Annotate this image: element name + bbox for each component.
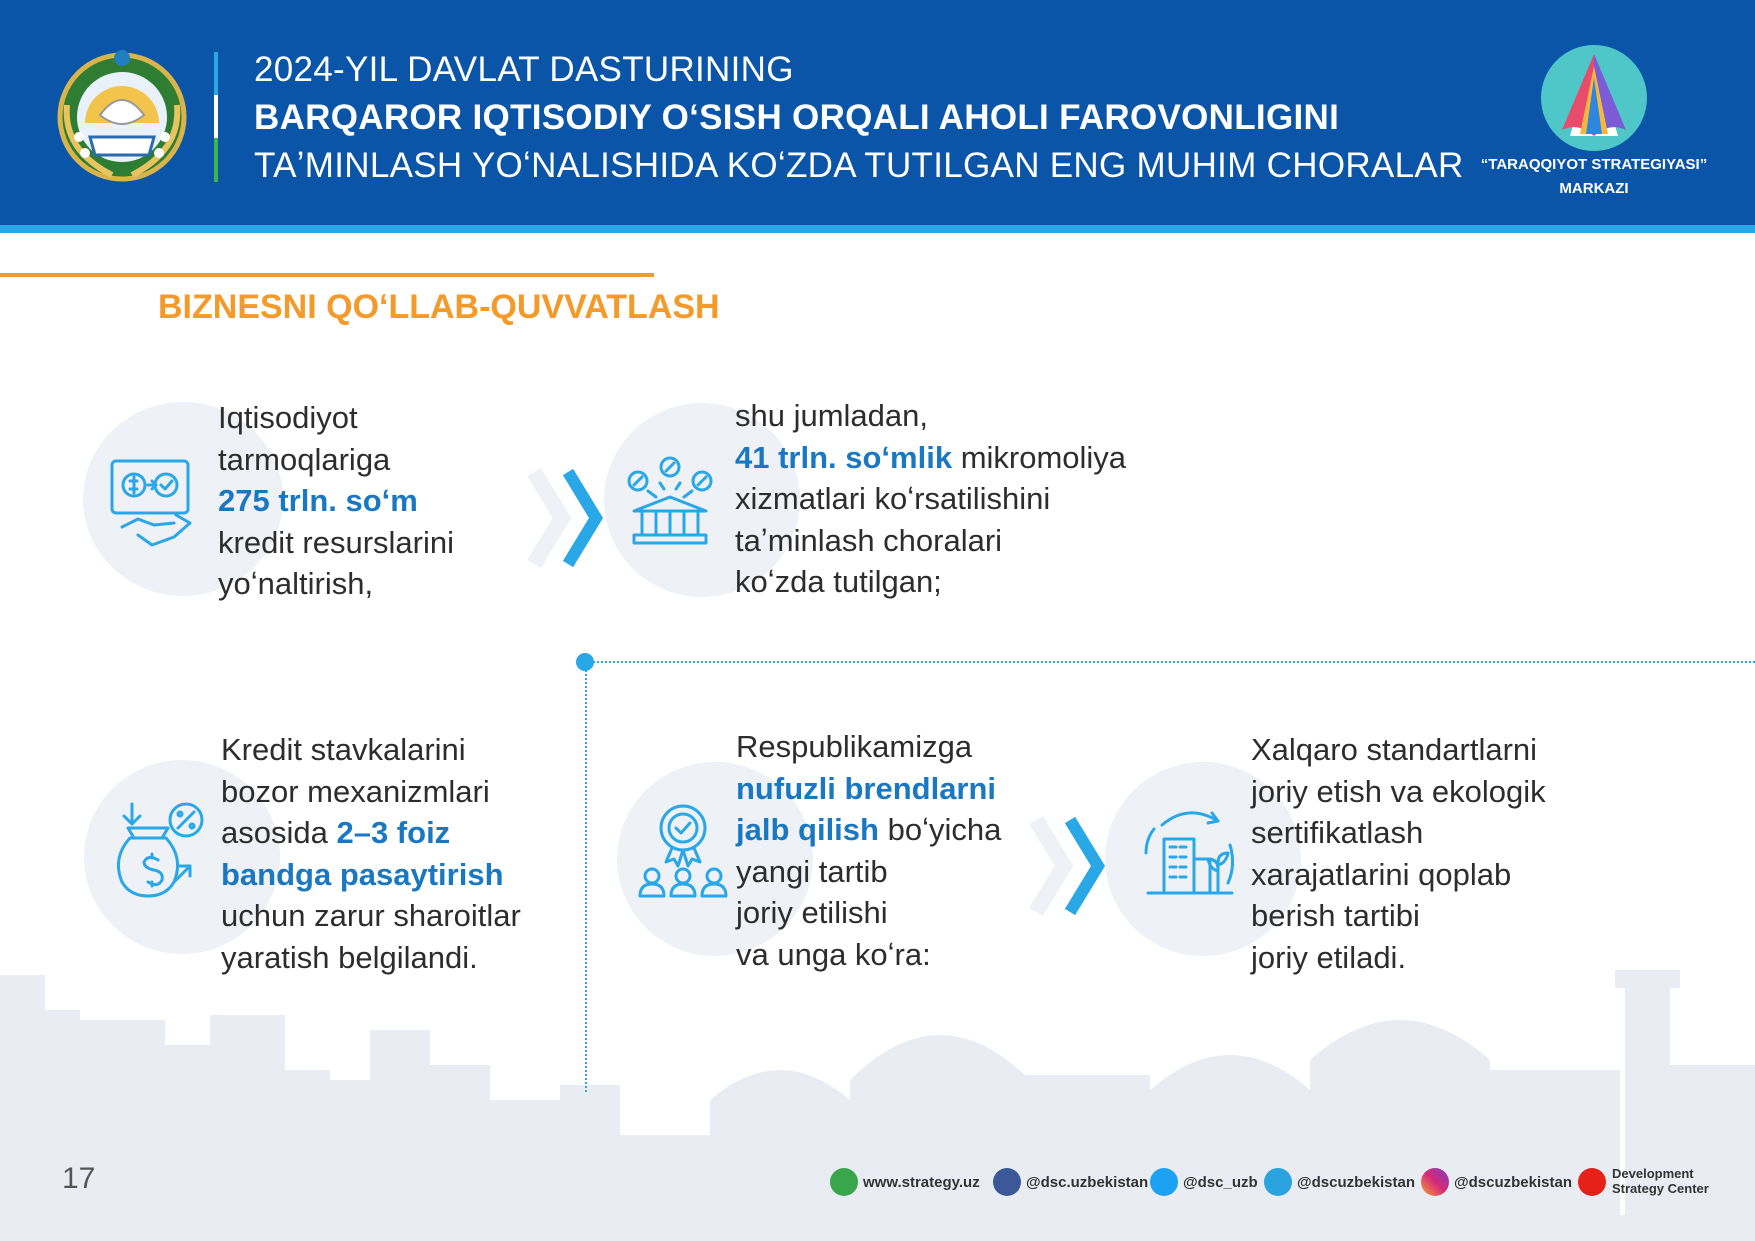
telegram-icon — [1264, 1168, 1292, 1196]
footer-dsc-name-line-2: Strategy Center — [1612, 1181, 1709, 1196]
micro-text — [735, 395, 1126, 603]
footer-youtube[interactable] — [1578, 1166, 1606, 1198]
rates-text-line-3-pre: asosida — [221, 815, 337, 850]
rates-text — [221, 729, 521, 978]
rates-text-line-3 — [221, 812, 521, 854]
rates-text-line-1: Kredit stavkalarini — [221, 732, 466, 767]
micro-text-line-1: shu jumladan, — [735, 398, 929, 433]
dotted-connector-horizontal — [585, 661, 1755, 663]
header-title-line-1: 2024-YIL DAVLAT DASTURINING — [254, 50, 794, 89]
title-tricolor-bar — [214, 52, 218, 182]
footer-instagram-text: @dscuzbekistan — [1454, 1173, 1572, 1191]
dsc-logo-icon — [1540, 44, 1648, 152]
logo-caption-line-2: MARKAZI — [1559, 180, 1629, 197]
brands-highlight-2: jalb qilish — [736, 812, 879, 847]
standards-text-line-3: sertifikatlash — [1251, 815, 1424, 850]
micro-amount-highlight: 41 trln. soʻmlik — [735, 439, 953, 475]
credit-text-line-4: kredit resurslarini — [218, 524, 455, 560]
page-number: 17 — [62, 1162, 96, 1195]
credit-handshake-icon — [108, 455, 204, 551]
brands-text-line-5: joriy etilishi — [736, 895, 888, 930]
rates-text-line-5: uchun zarur sharoitlar — [221, 898, 521, 933]
double-chevron-right-icon — [528, 466, 608, 570]
header-accent-line — [0, 225, 1755, 233]
brands-text-line-3 — [736, 809, 1001, 851]
standards-text-line-5: berish tartibi — [1251, 898, 1420, 933]
brands-text-line-1: Respublikamizga — [736, 729, 973, 764]
footer-dsc-name-line-1: Development — [1612, 1166, 1694, 1181]
standards-text-line-6: joriy etiladi. — [1251, 939, 1407, 975]
footer-twitter-text: @dsc_uzb — [1183, 1173, 1258, 1191]
award-people-icon — [636, 800, 730, 900]
rates-percent-highlight: 2–3 foiz — [336, 815, 451, 850]
credit-text — [218, 397, 454, 605]
standards-text-line-1: Xalqaro standartlarni — [1251, 732, 1538, 767]
footer-instagram[interactable] — [1421, 1166, 1572, 1198]
facebook-icon — [993, 1168, 1021, 1196]
credit-text-line-1: Iqtisodiyot — [218, 400, 358, 435]
credit-text-line-2: tarmoqlariga — [218, 441, 391, 477]
section-title: BIZNESNI QOʻLLAB-QUVVATLASH — [158, 288, 720, 326]
brands-text — [736, 726, 1001, 975]
state-emblem-icon — [55, 45, 190, 185]
micro-text-line-2-rest: mikromoliya — [952, 439, 1127, 475]
connector-dot — [576, 653, 594, 671]
micro-text-line-2 — [735, 437, 1126, 479]
dotted-connector-vertical — [585, 662, 587, 1092]
footer-telegram[interactable] — [1264, 1166, 1415, 1198]
micro-text-line-5: koʻzda tutilgan; — [735, 564, 942, 599]
credit-text-line-5: yoʻnaltirish, — [218, 566, 374, 601]
rates-text-line-6: yaratish belgilandi. — [221, 939, 478, 975]
youtube-icon — [1578, 1168, 1606, 1196]
brands-text-line-3-rest: boʻyicha — [878, 812, 1002, 847]
footer-dsc-name — [1612, 1166, 1709, 1196]
footer-facebook-text: @dsc.uzbekistan — [1026, 1173, 1149, 1191]
brands-text-line-6: va unga koʻra: — [736, 936, 931, 972]
footer-telegram-text: @dscuzbekistan — [1297, 1173, 1415, 1191]
city-skyline-background — [0, 960, 1755, 1241]
credit-amount-highlight: 275 trln. soʻm — [218, 483, 418, 518]
rates-text-line-2: bozor mexanizmlari — [221, 773, 490, 809]
section-title-rule — [0, 273, 654, 277]
eco-building-icon — [1142, 805, 1238, 901]
footer-twitter[interactable] — [1150, 1166, 1258, 1198]
header-title-line-2: BARQAROR IQTISODIY OʻSISH ORQALI AHOLI FAROVONLIGINI — [254, 98, 1340, 137]
bank-coins-icon — [622, 455, 718, 551]
logo-caption-line-1: “TARAQQIYOT STRATEGIYASI” — [1480, 156, 1708, 173]
money-bag-percent-icon — [110, 800, 206, 900]
rates-reduction-highlight: bandga pasaytirish — [221, 856, 504, 892]
double-chevron-right-icon — [1030, 814, 1110, 918]
micro-text-line-4: taʼminlash choralari — [735, 522, 1003, 558]
instagram-icon — [1421, 1168, 1449, 1196]
standards-text-line-4: xarajatlarini qoplab — [1251, 856, 1512, 892]
brands-text-line-4: yangi tartib — [736, 853, 888, 889]
brands-highlight-1: nufuzli brendlarni — [736, 770, 997, 806]
globe-icon — [830, 1168, 858, 1196]
standards-text — [1251, 729, 1546, 978]
twitter-icon — [1150, 1168, 1178, 1196]
header-title-line-3: TAʼMINLASH YOʻNALISHIDA KOʻZDA TUTILGAN ENG MUHIM CHORALAR — [254, 146, 1464, 185]
micro-text-line-3: xizmatlari koʻrsatilishini — [735, 481, 1051, 516]
footer-facebook[interactable] — [993, 1166, 1148, 1198]
footer-website-text: www.strategy.uz — [863, 1173, 980, 1191]
standards-text-line-2: joriy etish va ekologik — [1251, 773, 1546, 809]
footer-website[interactable] — [830, 1166, 980, 1198]
